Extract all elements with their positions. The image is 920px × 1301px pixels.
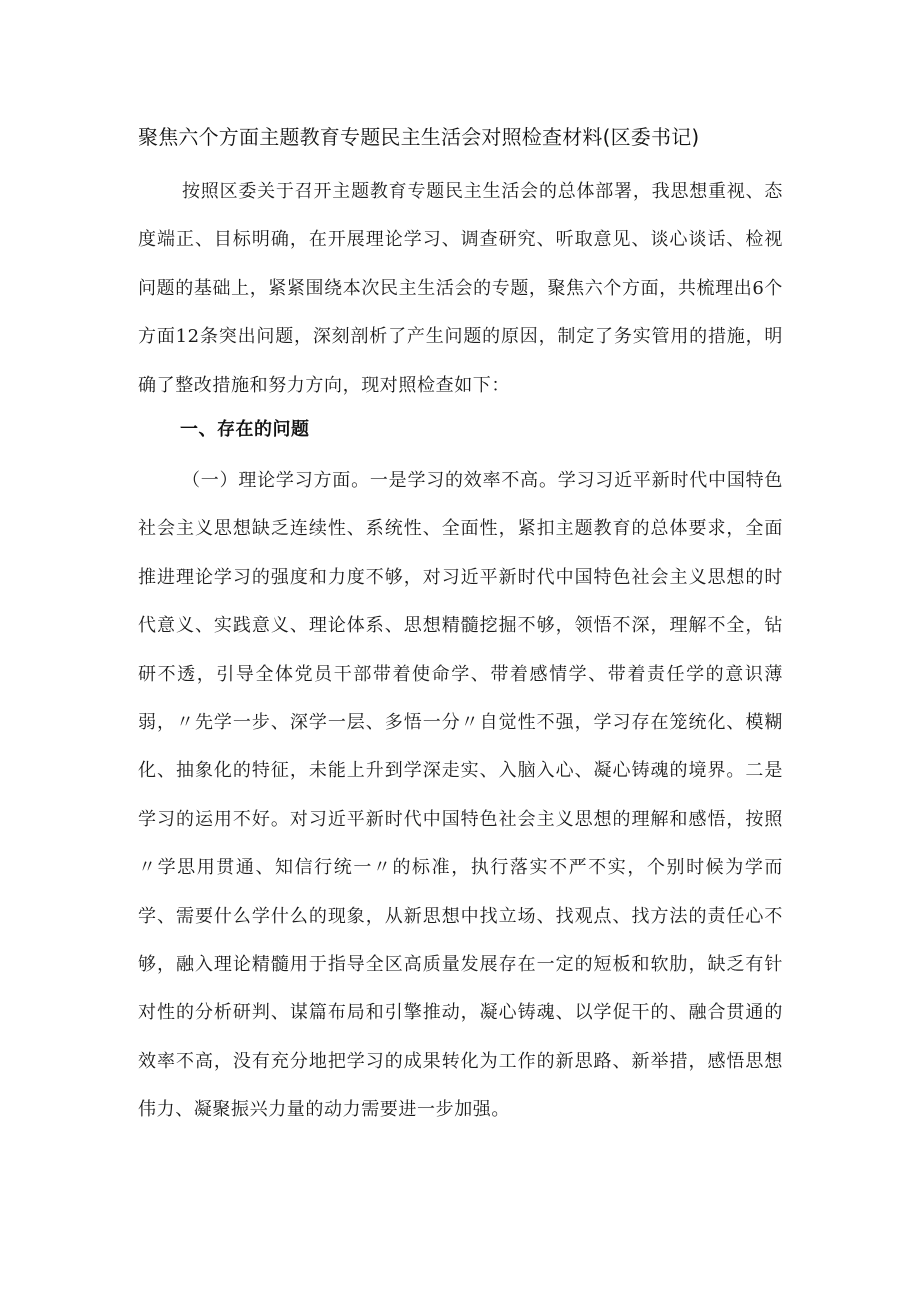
- intro-block: [138, 168, 783, 410]
- document-title: 聚焦六个方面主题教育专题民主生活会对照检查材料(区委书记): [138, 125, 700, 149]
- section-heading: 一、存在的问题: [180, 419, 310, 440]
- section-block: [138, 457, 783, 1135]
- section-paragraph: （一）理论学习方面。一是学习的效率不高。学习习近平新时代中国特色社会主义思想缺乏连续性、系统性、全面性，紧扣主题教育的总体要求，全面推进理论学习的强度和力度不够，对习近平新时代中国特色社会主义思想的时代意义、实践意义、理论体系、思想精髓挖掘不够，领悟不深，理解不全，钻研不透，引导全体党员干部带着使命学、带着感情学、带着责任学的意识薄弱，〃先学一步、深学一层、多悟一分〃自觉性不强，学习存在笼统化、模糊化、抽象化的特征，未能上升到学深走实、入脑入心、凝心铸魂的境界。二是学习的运用不好。对习近平新时代中国特色社会主义思想的理解和感悟，按照〃学思用贯通、知信行统一〃的标准，执行落实不严不实，个别时候为学而学、需要什么学什么的现象，从新思想中找立场、找观点、找方法的责任心不够，融入理论精髓用于指导全区高质量发展存在一定的短板和软肋，缺乏有针对性的分析研判、谋篇布局和引擎推动，凝心铸魂、以学促干的、融合贯通的效率不高，没有充分地把学习的成果转化为工作的新思路、新举措，感悟思想伟力、凝聚振兴力量的动力需要进一步加强。: [138, 470, 783, 1121]
- intro-paragraph: 按照区委关于召开主题教育专题民主生活会的总体部署，我思想重视、态度端正、目标明确，在开展理论学习、调查研究、听取意见、谈心谈话、检视问题的基础上，紧紧围绕本次民主生活会的专题，聚焦六个方面，共梳理出6个方面12条突出问题，深刻剖析了产生问题的原因，制定了务实管用的措施，明确了整改措施和努力方向，现对照检查如下：: [138, 181, 783, 396]
